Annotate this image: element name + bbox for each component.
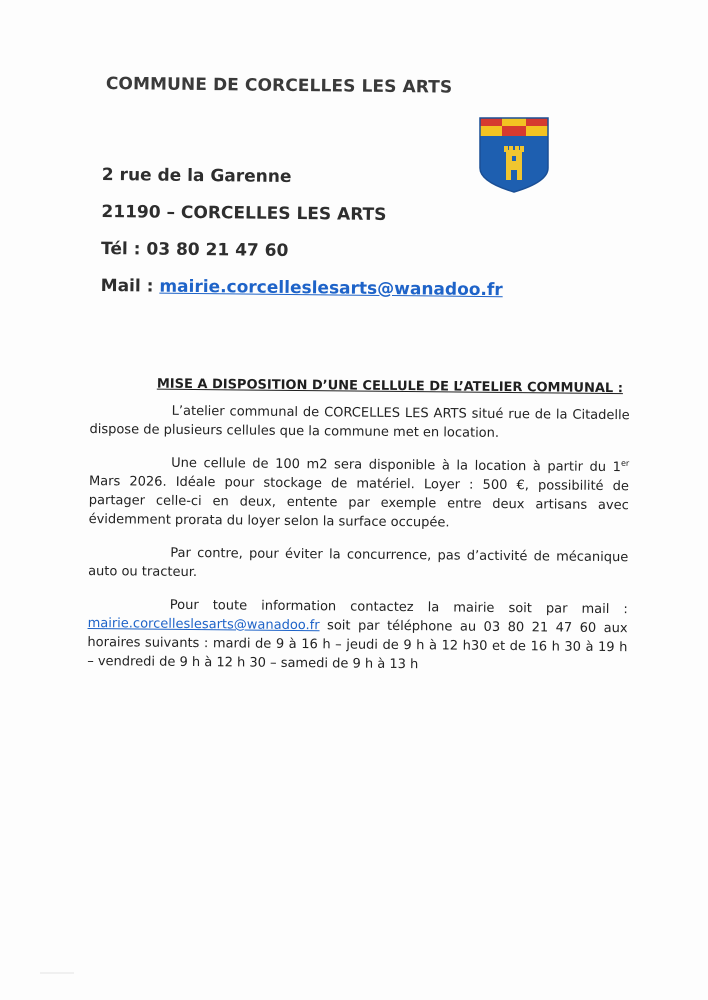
paragraph-concurrence-text: Par contre, pour éviter la concurrence, pas d’activité de mécanique auto ou tracteur. bbox=[88, 545, 629, 581]
address-street: 2 rue de la Garenne bbox=[101, 164, 292, 187]
notice-content bbox=[87, 376, 630, 690]
paragraph-cellule-text-end: Mars 2026. Idéale pour stockage de matériel. Loyer : 500 €, possibilité de partager celle-ci en deux, entente par exemple entre deux artisans avec évidemment prorata du loyer selon la surface occupée. bbox=[88, 473, 630, 531]
paragraph-cellule-sup: er bbox=[620, 458, 630, 468]
address-block bbox=[100, 162, 504, 314]
paragraph-concurrence bbox=[88, 543, 628, 586]
paragraph-contact-intro: Pour toute information contactez la mairie soit par mail : bbox=[169, 597, 628, 618]
paragraph-contact-rest: soit par téléphone au 03 80 21 47 60 aux horaires suivants : mardi de 9 à 16 h – jeudi de 9 h à 12 h30 et de 16 h 30 à 19 h – vendredi de 9 h à 12 h 30 – samedi de 9 h à 13 h bbox=[87, 618, 628, 673]
contact-mail-link[interactable]: mairie.corcelleslesarts@wanadoo.fr bbox=[87, 615, 320, 634]
scan-mark bbox=[40, 972, 74, 974]
paragraph-contact bbox=[87, 595, 628, 676]
mail-label: Mail : bbox=[100, 275, 160, 297]
address-phone: Tél : 03 80 21 47 60 bbox=[100, 238, 289, 261]
paragraph-atelier-text: L’atelier communal de CORCELLES LES ARTS situé rue de la Citadelle dispose de plusieurs cellules que la commune met en location. bbox=[89, 403, 630, 441]
address-mail-line bbox=[100, 273, 502, 314]
commune-title: COMMUNE DE CORCELLES LES ARTS bbox=[105, 74, 453, 98]
paragraph-atelier bbox=[89, 401, 629, 444]
address-city: 21190 – CORCELLES LES ARTS bbox=[101, 201, 387, 225]
paragraph-cellule-text-start: Une cellule de 100 m2 sera disponible à la location à partir du 1 bbox=[171, 455, 621, 476]
paragraph-cellule bbox=[89, 453, 630, 534]
mail-link[interactable]: mairie.corcelleslesarts@wanadoo.fr bbox=[159, 276, 503, 301]
notice-heading: MISE A DISPOSITION D’UNE CELLULE DE L’ATELIER COMMUNAL : bbox=[156, 376, 624, 397]
